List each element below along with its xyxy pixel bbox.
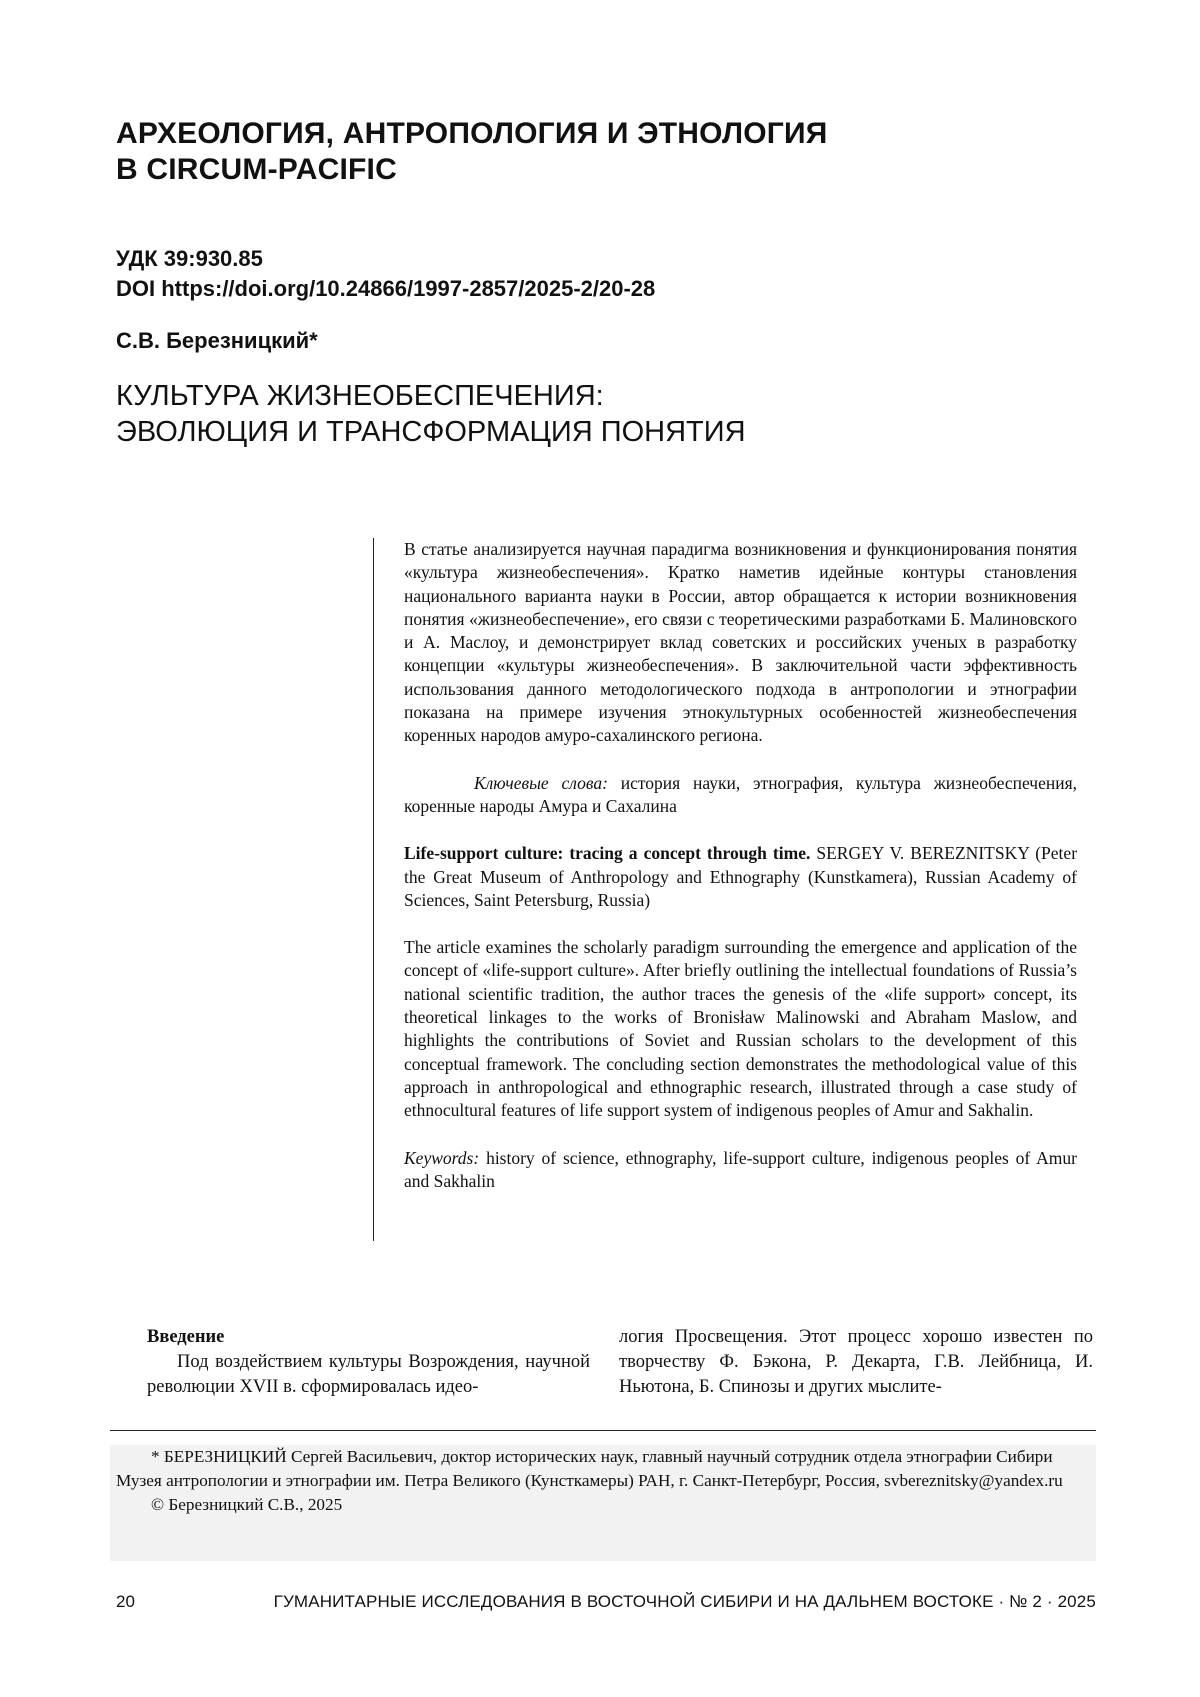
english-header xyxy=(404,842,1077,912)
keywords-en-label: Keywords: xyxy=(404,1147,480,1168)
intro-right-text: логия Просвещения. Этот процесс хорошо известен по творчеству Ф. Бэкона, Р. Декарта, Г.В. Лейбница, И. Ньютона, Б. Спинозы и других мыслите- xyxy=(619,1327,1093,1397)
section-heading-line-1: АРХЕОЛОГИЯ, АНТРОПОЛОГИЯ И ЭТНОЛОГИЯ xyxy=(116,117,828,150)
keywords-ru-label: Ключевые слова: xyxy=(474,772,608,793)
article-title-line-2: ЭВОЛЮЦИЯ И ТРАНСФОРМАЦИЯ ПОНЯТИЯ xyxy=(116,416,746,448)
abstract-box xyxy=(373,538,1080,1241)
keywords-en-text: history of science, ethnography, life-support culture, indigenous peoples of Amur and Sakhalin xyxy=(404,1147,1077,1191)
udk-code: УДК 39:930.85 xyxy=(116,246,263,271)
author-name: С.В. Березницкий* xyxy=(116,328,318,353)
keywords-ru xyxy=(404,772,1077,819)
doi-link[interactable]: DOI https://doi.org/10.24866/1997-2857/2025-2/20-28 xyxy=(116,276,656,301)
intro-left-text: Под воздействием культуры Возрождения, научной революции XVII в. сформировалась идео- xyxy=(147,1352,590,1397)
article-title xyxy=(116,378,746,450)
copyright-line: © Березницкий С.В., 2025 xyxy=(151,1495,343,1514)
footnote-box xyxy=(110,1445,1096,1561)
page-number: 20 xyxy=(116,1592,135,1611)
introduction-section xyxy=(116,1325,1093,1421)
keywords-ru-text: история науки, этнография, культура жизнеобеспечения, коренные народы Амура и Сахалина xyxy=(404,772,1078,816)
article-title-line-1: КУЛЬТУРА ЖИЗНЕОБЕСПЕЧЕНИЯ: xyxy=(116,380,604,412)
footnote-divider xyxy=(110,1430,1096,1431)
abstract-en: The article examines the scholarly paradigm surrounding the emergence and application of the concept of «life-support culture». After briefly outlining the intellectual foundations of Russia’s national scientific tradition, the author traces the genesis of the «life support» concept, its theoretical linkages to the works of Bronisław Malinowski and Abraham Maslow, and highlights the contributions of Soviet and Russian scholars to the development of this conceptual framework. The concluding section demonstrates the methodological value of this approach in anthropological and ethnographic research, illustrated through a case study of ethnocultural features of life support system of indigenous peoples of Amur and Sakhalin. xyxy=(404,937,1077,1121)
article-meta xyxy=(116,244,655,304)
english-author: SERGEY V. BEREZNITSKY xyxy=(816,843,1030,864)
section-heading-line-2: В CIRCUM-PACIFIC xyxy=(116,153,397,186)
author-footnote: * БЕРЕЗНИЦКИЙ Сергей Васильевич, доктор исторических наук, главный научный сотрудник отдела этнографии Сибири Музея антропологии и этнографии им. Петра Великого (Кунсткамеры) РАН, г. Санкт-Петербург, Россия, svbereznitsky@yandex.ru xyxy=(116,1447,1063,1490)
abstract-ru: В статье анализируется научная парадигма возникновения и функционирования понятия «культура жизнеобеспечения». Кратко наметив идейные контуры становления национального варианта науки в России, автор обращается к истории возникновения понятия «жизнеобеспечение», его связи с теоретическими разработками Б. Малиновского и А. Маслоу, и демонстрирует вклад советских и российских ученых в разработку концепции «культуры жизнеобеспечения». В заключительной части эффективность использования данного методологического подхода в антропологии и этнографии показана на примере изучения этнокультурных особенностей жизнеобеспечения коренных народов амуро-сахалинского региона. xyxy=(404,539,1077,746)
abstract-content xyxy=(404,538,1077,1193)
intro-left-column xyxy=(147,1325,590,1400)
intro-heading: Введение xyxy=(147,1327,225,1347)
english-title: Life-support culture: tracing a concept through time. xyxy=(404,843,811,864)
keywords-en xyxy=(404,1147,1077,1194)
english-affiliation: (Peter the Great Museum of Anthropology and Ethnography (Kunstkamera), Russian Academy of Sciences, Saint Petersburg, Russia) xyxy=(404,843,1078,910)
journal-title: ГУМАНИТАРНЫЕ ИССЛЕДОВАНИЯ В ВОСТОЧНОЙ СИБИРИ И НА ДАЛЬНЕМ ВОСТОКЕ · № 2 · 2025 xyxy=(273,1592,1096,1611)
intro-right-column xyxy=(619,1325,1093,1400)
section-heading xyxy=(116,116,1016,188)
